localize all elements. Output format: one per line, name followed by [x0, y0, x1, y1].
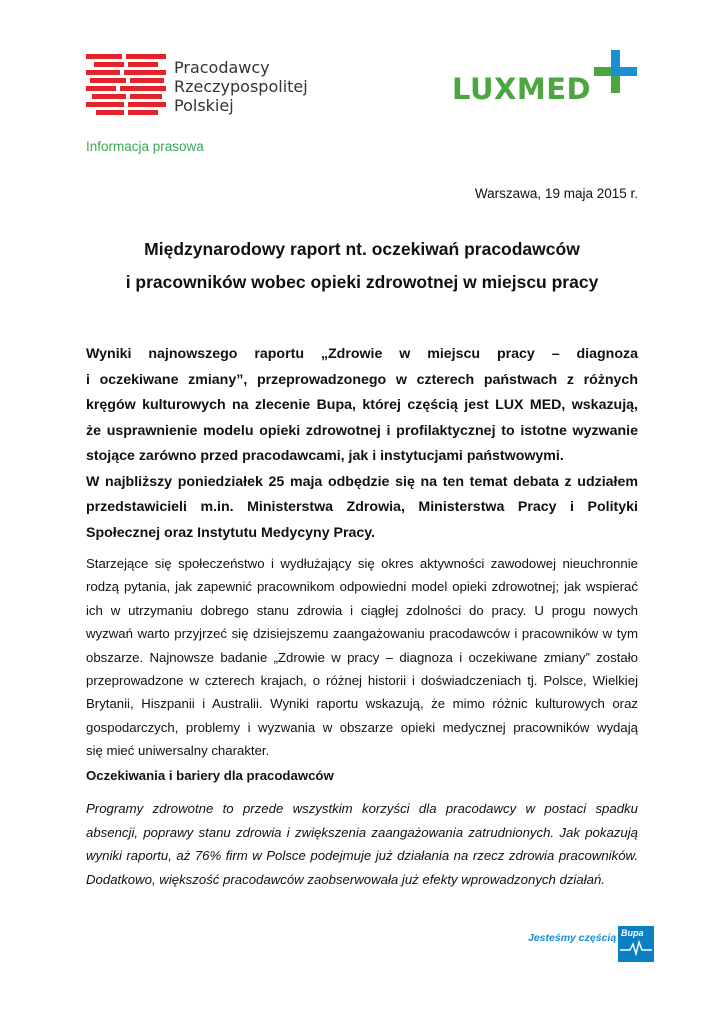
headline-line-2: i pracowników wobec opieki zdrowotnej w miejscu pracy	[125, 272, 599, 292]
italic-line: Programy zdrowotne to przede wszystkim korzyści dla pracodawcy w postaci spadku	[86, 801, 638, 816]
body-line: Brytanii, Hiszpanii i Australii. Wyniki raportu wskazują, że mimo różnic kulturowych oraz	[86, 696, 638, 712]
lead-line: przedstawicieli m.in. Ministerstwa Zdrowia, Ministerstwa Pracy i Polityki	[86, 499, 638, 515]
pracodawcy-rp-flag-icon	[86, 54, 166, 120]
prp-line-1: Pracodawcy	[174, 58, 270, 77]
lead-line: Społecznej oraz Instytutu Medycyny Pracy.	[86, 524, 376, 541]
body-line: się mieć uniwersalny charakter.	[86, 743, 270, 759]
body-paragraph	[86, 552, 638, 763]
body-line: obszarze. Najnowsze badanie „Zdrowie w pracy – diagnoza i oczekiwane zmiany” zostało	[86, 649, 638, 665]
bupa-footer-tag	[528, 926, 656, 962]
body-line: Starzejące się społeczeństwo i wydłużający się okres aktywności zawodowej nieuchronnie	[86, 556, 638, 571]
lead-line: Wyniki najnowszego raportu „Zdrowie w miejscu pracy – diagnoza	[86, 346, 638, 362]
bupa-logo	[618, 926, 654, 962]
lead-line: że usprawnienie modelu opieki zdrowotnej i profilaktycznej to istotne wyzwanie	[86, 422, 638, 439]
lead-line: kręgów kulturowych na zlecenie Bupa, której częścią jest LUX MED, wskazują,	[86, 397, 638, 413]
body-line: wyzwań warto przyjrzeć się dzisiejszemu zaangażowaniu pracodawców i pracowników w tym	[86, 626, 638, 642]
italic-line: Dodatkowo, większość pracodawców zaobserwowała już efekty wprowadzonych działań.	[86, 871, 605, 887]
bupa-slogan: Jesteśmy częścią	[528, 932, 617, 944]
prp-line-3: Polskiej	[174, 96, 234, 115]
body-line: przeprowadzone w czterech krajach, o różnej historii i doświadczeniach tj. Polsce, Wielkiej	[86, 673, 638, 689]
body-line: gospodarczych, problemy i wyzwania w obszarze opieki medycznej pracowników wydają	[86, 719, 638, 735]
body-line: rodzą pytania, jak zapewnić pracownikom odpowiedni model opieki zdrowotnej; jak wspierać	[86, 579, 638, 595]
pracodawcy-rp-wordmark	[174, 58, 308, 115]
italic-line: absencji, poprawy stanu zdrowia i zwiększenia zaangażowania zatrudnionych. Jak pokazują	[86, 824, 638, 840]
press-label: Informacja prasowa	[86, 139, 204, 154]
section-heading: Oczekiwania i bariery dla pracodawców	[86, 768, 334, 783]
lead-line: i oczekiwane zmiany”, przeprowadzonego w czterech państwach z różnych	[86, 371, 638, 388]
headline	[86, 233, 638, 299]
italic-paragraph	[86, 797, 638, 891]
luxmed-wordmark: LUXMED	[452, 72, 592, 106]
luxmed-logo	[448, 48, 638, 108]
pracodawcy-rp-logo	[86, 54, 316, 124]
italic-line: wyniki raportu, aż 76% firm w Polsce podejmuje już działania na rzecz zdrowia pracowników.	[86, 848, 638, 864]
heartbeat-wave-icon	[620, 940, 652, 956]
luxmed-cross-icon	[592, 48, 640, 96]
lead-paragraph	[86, 342, 638, 546]
headline-line-1: Międzynarodowy raport nt. oczekiwań pracodawców	[144, 239, 580, 259]
date-line: Warszawa, 19 maja 2015 r.	[474, 186, 638, 201]
prp-line-2: Rzeczypospolitej	[174, 77, 308, 96]
lead-line: W najbliższy poniedziałek 25 maja odbędzie się na ten temat debata z udziałem	[86, 473, 638, 490]
body-line: ich w utrzymaniu dobrego stanu zdrowia i ciągłej zdolności do pracy. U progu nowych	[86, 602, 638, 618]
bupa-wordmark: Bupa	[621, 928, 644, 938]
lead-line: stojące zarówno przed pracodawcami, jak i instytucjami państwowymi.	[86, 448, 564, 464]
